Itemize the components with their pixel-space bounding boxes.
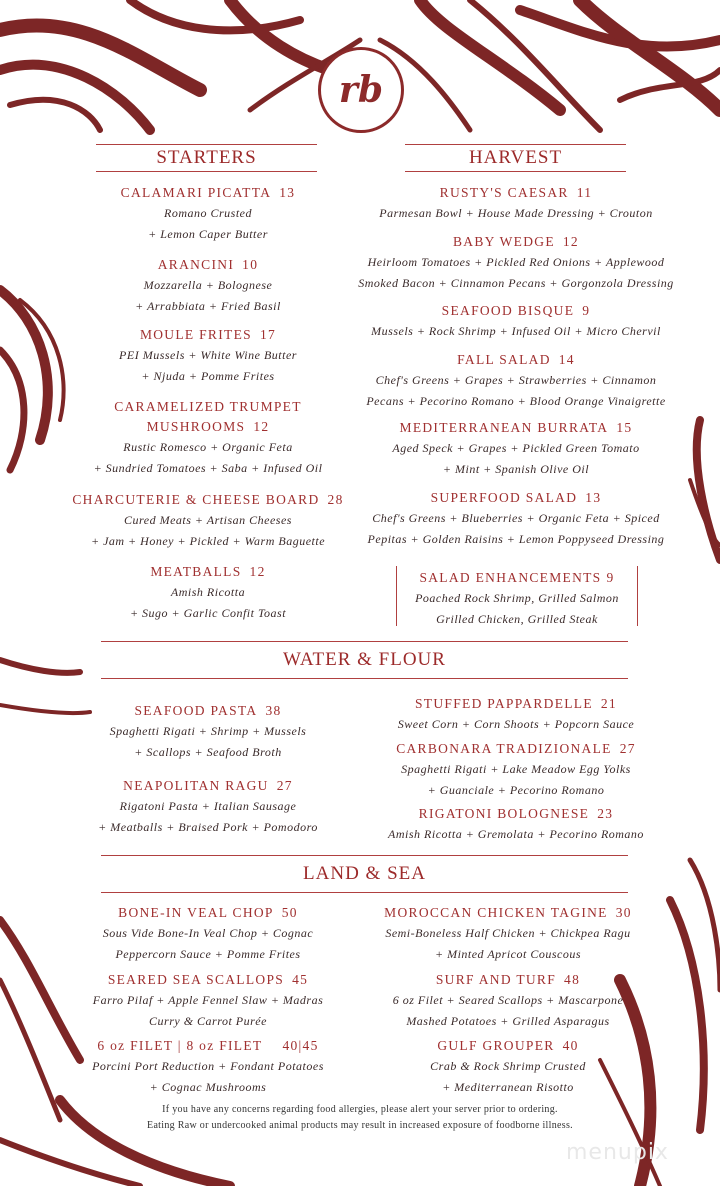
- item-description: Romano Crusted: [164, 206, 252, 220]
- menu-item: [340, 418, 692, 479]
- item-description: + Arrabbiata + Fried Basil: [135, 298, 281, 313]
- item-name: SEAFOOD PASTA 38: [134, 703, 282, 718]
- menu-item: [340, 350, 692, 411]
- menu-item: [360, 804, 672, 845]
- item-description: Rigatoni Pasta + Italian Sausage: [119, 799, 297, 813]
- menu-item: [56, 255, 360, 316]
- item-name: BONE-IN VEAL CHOP 50: [118, 905, 298, 920]
- item-description: + Lemon Caper Butter: [148, 226, 268, 241]
- item-name: GULF GROUPER 40: [437, 1038, 579, 1053]
- menu-item: [340, 301, 692, 342]
- menu-item: [352, 903, 664, 964]
- item-name: FALL SALAD 14: [457, 352, 575, 367]
- item-description: Mashed Potatoes + Grilled Asparagus: [406, 1013, 610, 1028]
- item-description: Heirloom Tomatoes + Pickled Red Onions + Applewood: [367, 255, 665, 269]
- item-description: Amish Ricotta + Gremolata + Pecorino Romano: [388, 827, 644, 841]
- restaurant-logo: [318, 47, 404, 133]
- menu-item: [340, 488, 692, 549]
- item-description: + Mediterranean Risotto: [442, 1079, 574, 1094]
- menu-item: [360, 694, 672, 735]
- menu-item: [56, 970, 360, 1031]
- menu-item: [56, 701, 360, 762]
- item-name: SEARED SEA SCALLOPS 45: [107, 972, 309, 987]
- item-description: Smoked Bacon + Cinnamon Pecans + Gorgonzola Dressing: [358, 275, 674, 290]
- item-description: + Meatballs + Braised Pork + Pomodoro: [98, 819, 318, 834]
- item-name: CARAMELIZED TRUMPET: [114, 399, 302, 414]
- harvest-title: HARVEST: [405, 144, 626, 172]
- item-description: 6 oz Filet + Seared Scallops + Mascarpone: [392, 993, 624, 1007]
- item-description: Mussels + Rock Shrimp + Infused Oil + Micro Chervil: [371, 324, 661, 338]
- menu-item: [56, 562, 360, 623]
- item-name: ARANCINI 10: [157, 257, 259, 272]
- item-name: MEATBALLS 12: [150, 564, 266, 579]
- item-description: + Cognac Mushrooms: [149, 1079, 267, 1094]
- menu-item: [360, 739, 672, 800]
- item-description: Pecans + Pecorino Romano + Blood Orange Vinaigrette: [366, 393, 666, 408]
- menu-item: [352, 970, 664, 1031]
- item-description: Amish Ricotta: [170, 585, 246, 599]
- item-description: + Jam + Honey + Pickled + Warm Baguette: [90, 533, 326, 548]
- item-description: Aged Speck + Grapes + Pickled Green Tomato: [392, 441, 640, 455]
- item-description: Curry & Carrot Purée: [149, 1013, 267, 1028]
- starters-title: STARTERS: [96, 144, 317, 172]
- item-description: + Sugo + Garlic Confit Toast: [129, 605, 287, 620]
- item-description: Crab & Rock Shrimp Crusted: [430, 1059, 586, 1073]
- item-name: RIGATONI BOLOGNESE 23: [418, 806, 614, 821]
- item-description: PEI Mussels + White Wine Butter: [119, 348, 297, 362]
- item-description: Semi-Boneless Half Chicken + Chickpea Ragu: [385, 926, 631, 940]
- water-flour-title: WATER & FLOUR: [101, 641, 628, 679]
- item-name: MEDITERRANEAN BURRATA 15: [399, 420, 633, 435]
- menu-item: [397, 568, 637, 629]
- menu-item: [56, 1036, 360, 1097]
- item-name: SURF AND TURF 48: [435, 972, 581, 987]
- item-name: NEAPOLITAN RAGU 27: [123, 778, 293, 793]
- item-name: 6 oz FILET | 8 oz FILET 40|45: [97, 1038, 319, 1053]
- item-description: Rustic Romesco + Organic Feta: [123, 440, 293, 454]
- item-description: Grilled Chicken, Grilled Steak: [436, 611, 598, 626]
- item-name: MUSHROOMS 12: [146, 419, 270, 434]
- menu-item: [56, 183, 360, 244]
- item-description: Chef's Greens + Blueberries + Organic Feta + Spiced: [372, 511, 660, 525]
- item-description: Poached Rock Shrimp, Grilled Salmon: [415, 591, 619, 605]
- item-name: CARBONARA TRADIZIONALE 27: [396, 741, 636, 756]
- menu-item: [56, 776, 360, 837]
- watermark: menupix: [566, 1140, 669, 1165]
- menu-item: [56, 397, 360, 478]
- menu-item: [340, 183, 692, 224]
- disclaimer-line: Eating Raw or undercooked animal products may result in increased exposure of foodborne illness.: [147, 1120, 573, 1131]
- item-name: SALAD ENHANCEMENTS 9: [419, 570, 615, 585]
- item-description: + Minted Apricot Couscous: [434, 946, 582, 961]
- item-name: STUFFED PAPPARDELLE 21: [415, 696, 617, 711]
- item-description: Parmesan Bowl + House Made Dressing + Crouton: [379, 206, 653, 220]
- item-description: Spaghetti Rigati + Shrimp + Mussels: [109, 724, 307, 738]
- item-name: SUPERFOOD SALAD 13: [430, 490, 602, 505]
- item-description: + Njuda + Pomme Frites: [141, 368, 275, 383]
- item-description: Farro Pilaf + Apple Fennel Slaw + Madras: [92, 993, 324, 1007]
- logo-monogram: rb: [338, 69, 384, 111]
- item-description: Mozzarella + Bolognese: [143, 278, 273, 292]
- item-name: CHARCUTERIE & CHEESE BOARD 28: [72, 492, 344, 507]
- disclaimer-line: If you have any concerns regarding food allergies, please alert your server prior to ordering.: [162, 1104, 558, 1115]
- item-name: BABY WEDGE 12: [453, 234, 579, 249]
- item-description: + Sundried Tomatoes + Saba + Infused Oil: [93, 460, 323, 475]
- item-description: Peppercorn Sauce + Pomme Frites: [115, 946, 301, 961]
- item-description: Sweet Corn + Corn Shoots + Popcorn Sauce: [397, 717, 635, 731]
- item-name: CALAMARI PICATTA 13: [120, 185, 296, 200]
- menu-item: [56, 903, 360, 964]
- item-name: MOROCCAN CHICKEN TAGINE 30: [384, 905, 632, 920]
- item-description: + Scallops + Seafood Broth: [134, 744, 282, 759]
- item-name: RUSTY'S CAESAR 11: [439, 185, 593, 200]
- land-sea-title: LAND & SEA: [101, 855, 628, 893]
- item-description: + Mint + Spanish Olive Oil: [442, 461, 590, 476]
- item-description: Cured Meats + Artisan Cheeses: [124, 513, 292, 527]
- menu-item: [352, 1036, 664, 1097]
- menu-item: [340, 232, 692, 293]
- item-description: Sous Vide Bone-In Veal Chop + Cognac: [102, 926, 314, 940]
- menu-item: [56, 325, 360, 386]
- item-description: Chef's Greens + Grapes + Strawberries + Cinnamon: [375, 373, 657, 387]
- item-name: SEAFOOD BISQUE 9: [441, 303, 591, 318]
- item-description: Porcini Port Reduction + Fondant Potatoes: [92, 1059, 324, 1073]
- item-description: + Guanciale + Pecorino Romano: [427, 782, 605, 797]
- menu-item: [56, 490, 360, 551]
- item-description: Pepitas + Golden Raisins + Lemon Poppyseed Dressing: [367, 531, 665, 546]
- salad-enhancements-box: [396, 566, 638, 626]
- allergy-disclaimer: [0, 1102, 720, 1134]
- item-description: Spaghetti Rigati + Lake Meadow Egg Yolks: [401, 762, 631, 776]
- item-name: MOULE FRITES 17: [139, 327, 277, 342]
